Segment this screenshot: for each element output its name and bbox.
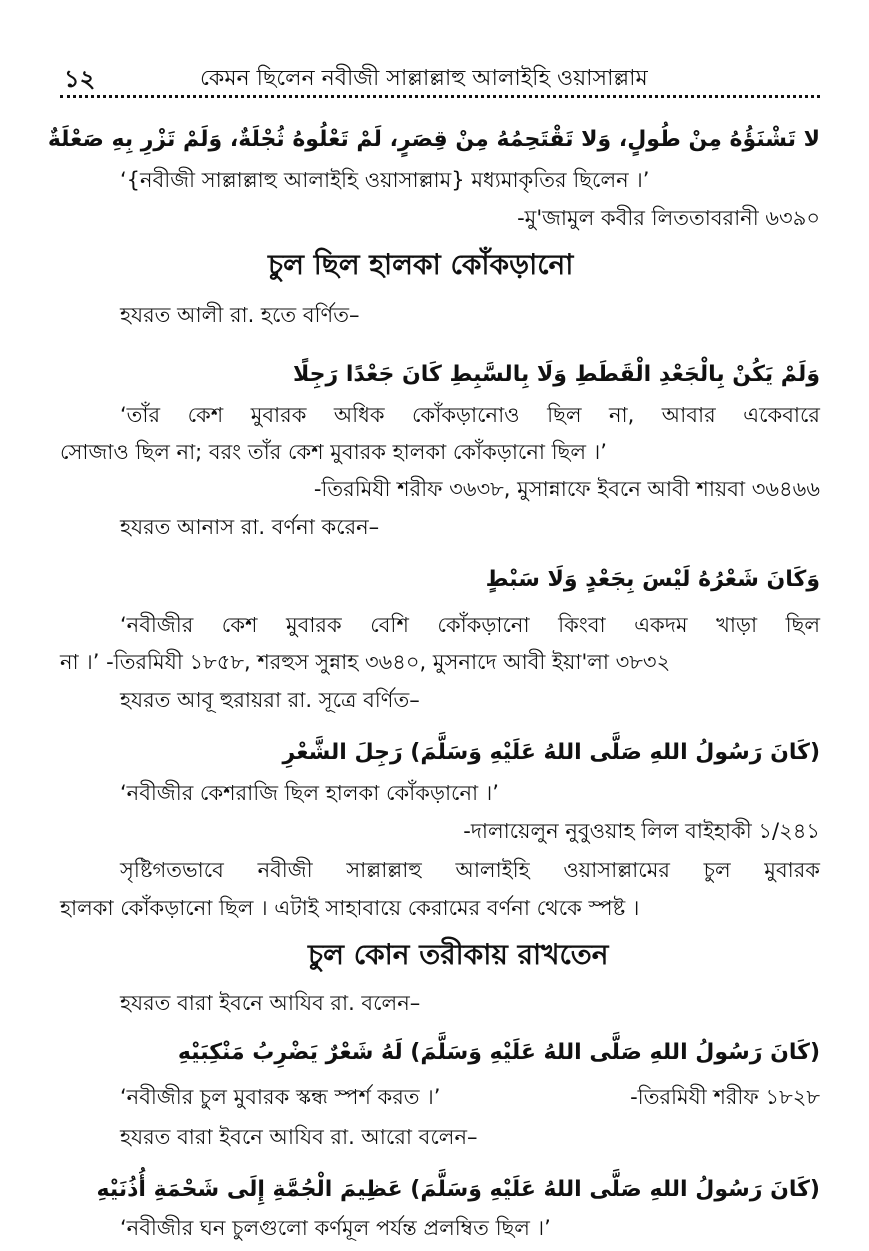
page-header <box>60 55 820 95</box>
summary-line-2: হালকা কোঁকড়ানো ছিল । এটাই সাহাবায়ে কেরামের বর্ণনা থেকে স্পষ্ট । <box>60 896 640 920</box>
arabic-text-5: (كَانَ رَسُولُ اللهِ صَلَّى اللهُ عَلَيْهِ وَسَلَّمَ) لَهُ شَعْرٌ يَضْرِبُ مَنْكِبَيْهِ <box>177 1040 820 1065</box>
citation-4: -দালায়েলুন নুবুওয়াহ লিল বাইহাকী ১/২৪১ <box>463 819 820 843</box>
summary-line-1: সৃষ্টিগতভাবে নবীজী সাল্লাল্লাহু আলাইহি ওয়াসাল্লামের চুল মুবারক <box>120 858 820 882</box>
narrator-6: হযরত বারা ইবনে আযিব রা. আরো বলেন– <box>120 1125 478 1149</box>
page-number: ১২ <box>64 65 96 93</box>
translation-4: ‘নবীজীর কেশরাজি ছিল হালকা কোঁকড়ানো ।’ <box>120 781 499 805</box>
section-heading-2: চুল কোন তরীকায় রাখতেন <box>308 938 609 971</box>
citation-2: -তিরমিযী শরীফ ৩৬৩৮, মুসান্নাফে ইবনে আবী শায়বা ৩৬৪৬৬ <box>313 477 820 501</box>
translation-6: ‘নবীজীর ঘন চুলগুলো কর্ণমূল পর্যন্ত প্রলম্বিত ছিল ।’ <box>120 1216 551 1240</box>
arabic-text-4: (كَانَ رَسُولُ اللهِ صَلَّى اللهُ عَلَيْهِ وَسَلَّمَ) رَجِلَ الشَّعْرِ <box>282 740 820 765</box>
header-divider <box>60 95 820 98</box>
narrator-3: হযরত আবূ হুরায়রা রা. সূত্রে বর্ণিত– <box>120 688 420 712</box>
arabic-text-3: وَكَانَ شَعْرُهُ لَيْسَ بِجَعْدٍ وَلَا سَبْطٍ <box>485 567 820 592</box>
citation-1: -মু'জামুল কবীর লিততাবরানী ৬৩৯০ <box>517 206 820 230</box>
section-heading-1: চুল ছিল হালকা কোঁকড়ানো <box>268 248 574 281</box>
translation-2-line-1: ‘তাঁর কেশ মুবারক অধিক কোঁকড়ানোও ছিল না, আবার একেবারে <box>120 403 820 427</box>
arabic-text-1: لا تَشْنَؤُهُ مِنْ طُولٍ، وَلا تَقْتَحِمُهُ مِنْ قِصَرٍ، لَمْ تَعْلُوهُ ثُجْلَةٌ، وَلَمْ تَزْرِ بِهِ صَعْلَةٌ <box>47 127 820 152</box>
running-title: কেমন ছিলেন নবীজী সাল্লাল্লাহু আলাইহি ওয়াসাল্লাম <box>200 66 648 91</box>
arabic-text-2: وَلَمْ يَكُنْ بِالْجَعْدِ الْقَطَطِ وَلَا بِالسَّبِطِ كَانَ جَعْدًا رَجِلًا <box>292 362 820 387</box>
translation-3-line-1: ‘নবীজীর কেশ মুবারক বেশি কোঁকড়ানো কিংবা একদম খাড়া ছিল <box>120 613 820 637</box>
translation-3-line-2: না ।’ -তিরমিযী ১৮৫৮, শরহুস সুন্নাহ ৩৬৪০, মুসনাদে আবী ইয়া'লা ৩৮৩২ <box>60 650 671 674</box>
narrator-1: হযরত আলী রা. হতে বর্ণিত– <box>120 303 360 327</box>
arabic-text-6: (كَانَ رَسُولُ اللهِ صَلَّى اللهُ عَلَيْهِ وَسَلَّمَ) عَظِيمَ الْجُمَّةِ إِلَى شَحْمَةِ أُذُنَيْهِ <box>96 1177 820 1202</box>
translation-5: ‘নবীজীর চুল মুবারক স্কন্ধ স্পর্শ করত ।’ <box>120 1085 441 1109</box>
citation-5: -তিরমিযী শরীফ ১৮২৮ <box>630 1085 820 1109</box>
translation-1: ‘{নবীজী সাল্লাল্লাহু আলাইহি ওয়াসাল্লাম} মধ্যমাকৃতির ছিলেন ।’ <box>120 168 650 192</box>
narrator-5: হযরত বারা ইবনে আযিব রা. বলেন– <box>120 991 421 1015</box>
translation-2-line-2: সোজাও ছিল না; বরং তাঁর কেশ মুবারক হালকা কোঁকড়ানো ছিল ।’ <box>60 440 607 464</box>
narrator-2: হযরত আনাস রা. বর্ণনা করেন– <box>120 515 380 539</box>
